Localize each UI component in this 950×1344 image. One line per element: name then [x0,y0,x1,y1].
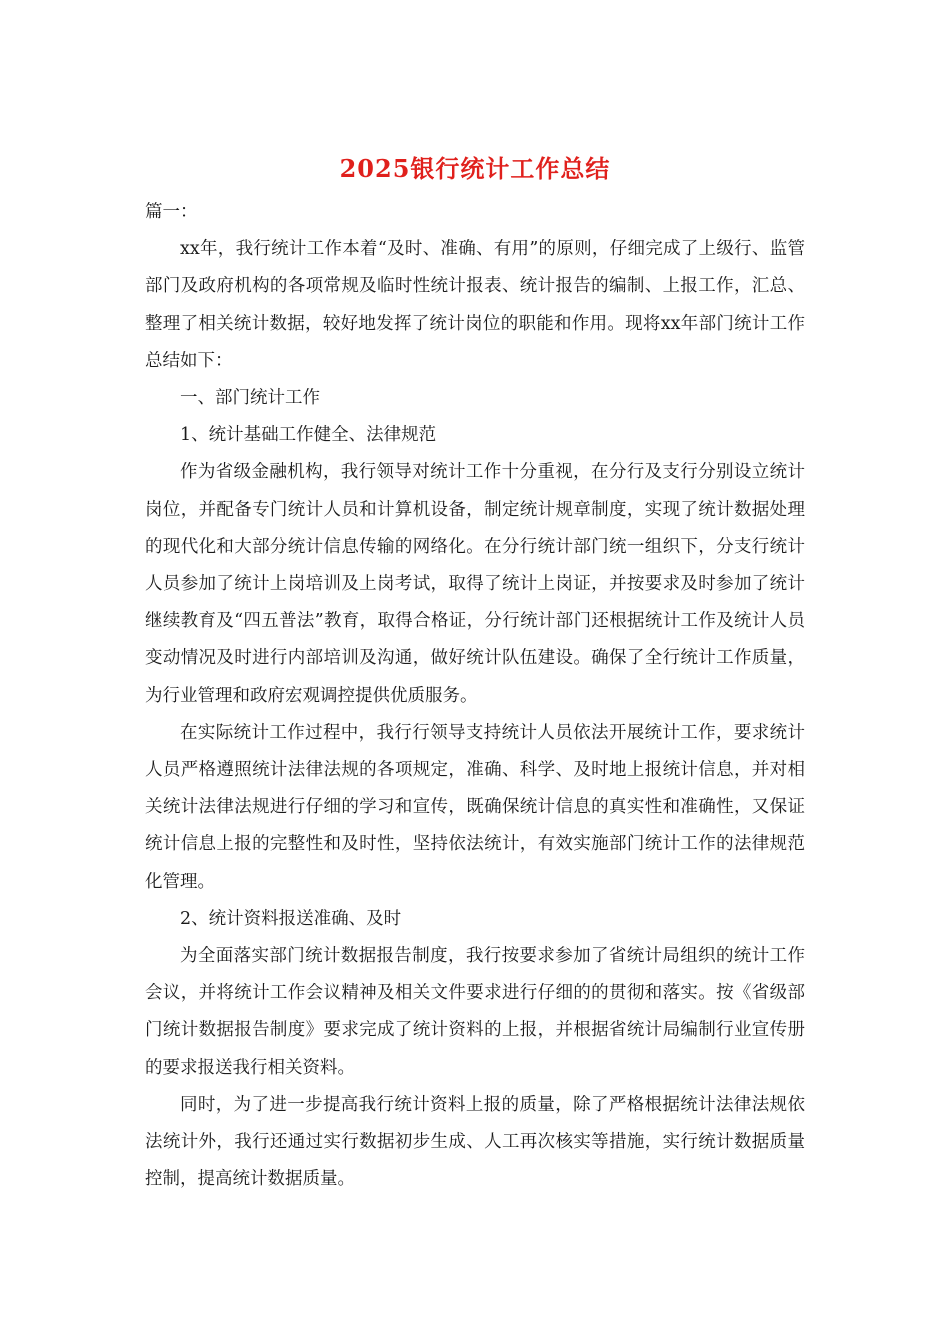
paragraph-intro: xx年，我行统计工作本着“及时、准确、有用”的原则，仔细完成了上级行、监管部门及政府机构的各项常规及临时性统计报表、统计报告的编制、上报工作，汇总、整理了相关统计数据，较好地发挥了统计岗位的职能和作用。现将xx年部门统计工作总结如下： [145,239,805,371]
subheading-2: 2、统计资料报送准确、及时 [180,908,402,929]
paragraph-quality: 同时，为了进一步提高我行统计资料上报的质量，除了严格根据统计法律法规依法统计外，我行还通过实行数据初步生成、人工再次核实等措施，实行统计数据质量控制，提高统计数据质量。 [145,1094,805,1190]
paragraph-legal-practice: 在实际统计工作过程中，我行行领导支持统计人员依法开展统计工作，要求统计人员严格遵照统计法律法规的各项规定，准确、科学、及时地上报统计信息，并对相关统计法律法规进行仔细的学习和宣传，既确保统计信息的真实性和准确性，又保证统计信息上报的完整性和及时性，坚持依法统计，有效实施部门统计工作的法律规范化管理。 [145,722,805,892]
document-title: 2025银行统计工作总结 [339,154,611,183]
heading-part-one: 一、部门统计工作 [180,388,320,409]
document-body [145,194,805,1198]
paragraph-basic-work: 作为省级金融机构，我行领导对统计工作十分重视，在分行及支行分别设立统计岗位，并配备专门统计人员和计算机设备，制定统计规章制度，实现了统计数据处理的现代化和大部分统计信息传输的网络化。在分行统计部门统一组织下，分支行统计人员参加了统计上岗培训及上岗考试，取得了统计上岗证，并按要求及时参加了统计继续教育及“四五普法”教育，取得合格证，分行统计部门还根据统计工作及统计人员变动情况及时进行内部培训及沟通，做好统计队伍建设。确保了全行统计工作质量，为行业管理和政府宏观调控提供优质服务。 [145,462,805,706]
section-label: 篇一： [145,202,198,222]
subheading-1: 1、统计基础工作健全、法律规范 [180,425,437,446]
paragraph-reporting: 为全面落实部门统计数据报告制度，我行按要求参加了省统计局组织的统计工作会议，并将统计工作会议精神及相关文件要求进行仔细的的贯彻和落实。按《省级部门统计数据报告制度》要求完成了统计资料的上报，并根据省统计局编制行业宣传册的要求报送我行相关资料。 [145,946,805,1078]
